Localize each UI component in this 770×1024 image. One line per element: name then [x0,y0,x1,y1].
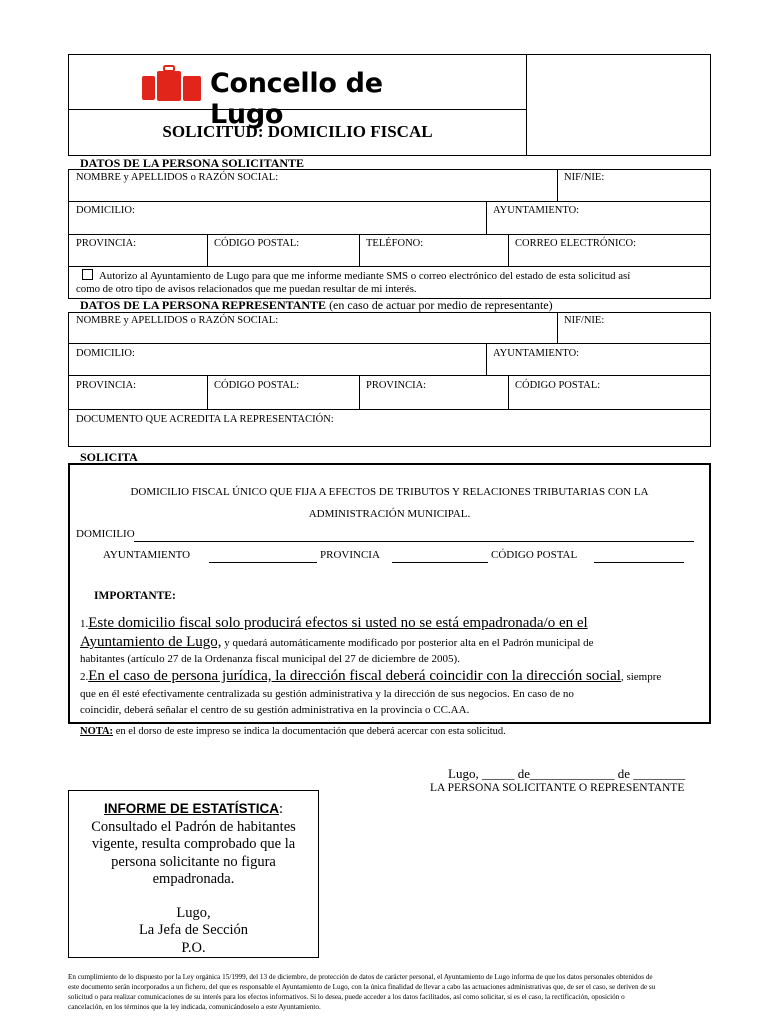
applicant-nif-field[interactable]: NIF/NIE: [564,172,605,183]
statistics-title-line [68,800,319,819]
item-1-line-2 [80,633,700,652]
col-divider [207,375,208,409]
consent-line-1 [82,269,630,282]
item-2-line-1 [80,667,700,686]
representative-section-title [80,298,553,313]
signature-signer: LA PERSONA SOLICITANTE O REPRESENTANTE [430,782,685,794]
statistics-colon: : [278,801,284,817]
request-council-label: AYUNTAMIENTO [103,549,191,561]
consent-line-2: como de otro tipo de avisos relacionados que me puedan resultar de mi interés. [76,283,417,295]
item-1-number: 1. [80,618,89,630]
col-divider [557,312,558,343]
footer-line-4: cancelación, en los términos que la ley indicada, comunicándoselo a este Ayuntamiento. [68,1003,321,1011]
statistics-line-5: Lugo, [176,904,211,921]
item-1-line-1 [80,614,700,633]
rep-council-field[interactable]: AYUNTAMIENTO: [493,348,580,359]
col-divider [207,234,208,266]
item-2-rest: , siempre [620,671,662,683]
logo-text: Concello de Lugo [210,68,383,130]
applicant-address-field[interactable]: DOMICILIO: [76,205,135,216]
form-title: SOLICITUD: DOMICILIO FISCAL [162,122,433,141]
item-2-line-3: coincidir, deberá señalar el centro de su gestión administrativa en la provincia o CC.AA. [80,704,470,716]
applicant-postal-field[interactable]: CÓDIGO POSTAL: [214,238,300,249]
request-domicile-line[interactable] [134,541,694,542]
statistics-title: INFORME DE ESTATÍSTICA [103,801,279,816]
suitcase-logo-icon [140,64,210,104]
signature-place-date[interactable]: Lugo, _____ de_____________ de ________ [448,766,686,781]
request-line-2: ADMINISTRACIÓN MUNICIPAL. [308,508,471,520]
request-section-title: SOLICITA [80,450,138,464]
request-line-1: DOMICILIO FISCAL ÚNICO QUE FIJA A EFECTOS DE TRIBUTOS Y RELACIONES TRIBUTARIAS CON LA [130,486,649,498]
statistics-line-3: persona solicitante no figura [111,853,276,870]
rep-province-field[interactable]: PROVINCIA: [76,380,137,391]
row-divider [68,375,711,376]
row-divider [68,343,711,344]
item-1-emphasis-1: Este domicilio fiscal solo producirá efectos si usted no se está empadronada/o en el [88,615,588,631]
col-divider [508,375,509,409]
statistics-line-1: Consultado el Padrón de habitantes [91,818,296,835]
item-1-emphasis-2: Ayuntamiento de Lugo, [80,634,222,650]
applicant-section-title: DATOS DE LA PERSONA SOLICITANTE [80,156,305,170]
applicant-name-field[interactable]: NOMBRE y APELLIDOS o RAZÓN SOCIAL: [76,172,279,183]
note-label: NOTA: [80,726,114,737]
consent-text: Autorizo al Ayuntamiento de Lugo para que me informe mediante SMS o correo electrónico del estado de esta solicitud así [99,270,631,282]
col-divider [359,234,360,266]
representative-title-bold: DATOS DE LA PERSONA REPRESENTANTE [80,298,327,312]
applicant-province-field[interactable]: PROVINCIA: [76,238,137,249]
rep-document-field[interactable]: DOCUMENTO QUE ACREDITA LA REPRESENTACIÓN: [76,414,334,425]
applicant-email-field[interactable]: CORREO ELECTRÓNICO: [515,238,637,249]
col-divider [508,234,509,266]
item-2-line-2: que en él esté efectivamente centralizada su gestión administrativa y la dirección de sus negocios. En caso de no [80,688,574,700]
row-divider [68,234,711,235]
col-divider [557,169,558,201]
col-divider [486,201,487,234]
consent-checkbox[interactable] [82,269,93,280]
request-domicile-label: DOMICILIO [76,528,135,540]
row-divider [68,266,711,267]
statistics-line-4: empadronada. [152,871,235,887]
col-divider [359,375,360,409]
rep-postal-field[interactable]: CÓDIGO POSTAL: [214,380,300,391]
col-divider [486,343,487,375]
note-text: en el dorso de este impreso se indica la documentación que deberá acercar con esta solicitud. [113,726,506,737]
item-1-rest: y quedará automáticamente modificado por posterior alta en el Padrón municipal de [221,637,594,649]
applicant-council-field[interactable]: AYUNTAMIENTO: [493,205,580,216]
applicant-phone-field[interactable]: TELÉFONO: [366,238,424,249]
row-divider [68,201,711,202]
request-postal-label: CÓDIGO POSTAL [491,549,578,561]
item-1 [80,614,700,718]
item-2-number: 2. [80,671,89,683]
request-postal-line[interactable] [594,562,684,563]
rep-nif-field[interactable]: NIF/NIE: [564,315,605,326]
rep-name-field[interactable]: NOMBRE y APELLIDOS o RAZÓN SOCIAL: [76,315,279,326]
rep-province2-field[interactable]: PROVINCIA: [366,380,427,391]
statistics-content [68,800,319,957]
row-divider [68,409,711,410]
footer-line-2: este documento serán incorporados a un fichero, del que es responsable el Ayuntamiento de Lugo, con la única finalidad de llevar a cabo las actuaciones administrativas que, de ser el caso, se deriven de su [68,983,656,991]
rep-postal2-field[interactable]: CÓDIGO POSTAL: [515,380,601,391]
statistics-line-6: La Jefa de Sección [138,922,249,938]
rep-address-field[interactable]: DOMICILIO: [76,348,135,359]
footer-line-1: En cumplimiento de lo dispuesto por la Ley orgánica 15/1999, del 13 de diciembre, de protección de datos de carácter personal, el Ayuntamiento de Lugo informa de que los datos personales obtenidos de [68,973,653,981]
request-province-label: PROVINCIA [320,549,380,561]
footer-line-3: solicitud o para realizar comunicaciones de su interés para los efectos informativos. Si lo desea, puede acceder a los datos facilitados, así como solicitar, si es el caso, la rectificación, oposición o [68,993,625,1001]
statistics-line-7: P.O. [181,939,206,956]
note [80,726,506,737]
logo [140,64,460,130]
request-province-line[interactable] [392,562,488,563]
request-council-line[interactable] [209,562,317,563]
statistics-spacer [68,889,319,905]
item-1-line-3: habitantes (artículo 27 de la Ordenanza fiscal municipal del 27 de diciembre de 2005). [80,653,460,665]
item-2-emphasis: En el caso de persona jurídica, la dirección fiscal deberá coincidir con la dirección social [88,668,621,684]
privacy-footer [68,972,711,1012]
important-label: IMPORTANTE: [94,590,176,602]
representative-title-note: (en caso de actuar por medio de representante) [326,298,553,312]
statistics-line-2: vigente, resulta comprobado que la [91,836,296,852]
